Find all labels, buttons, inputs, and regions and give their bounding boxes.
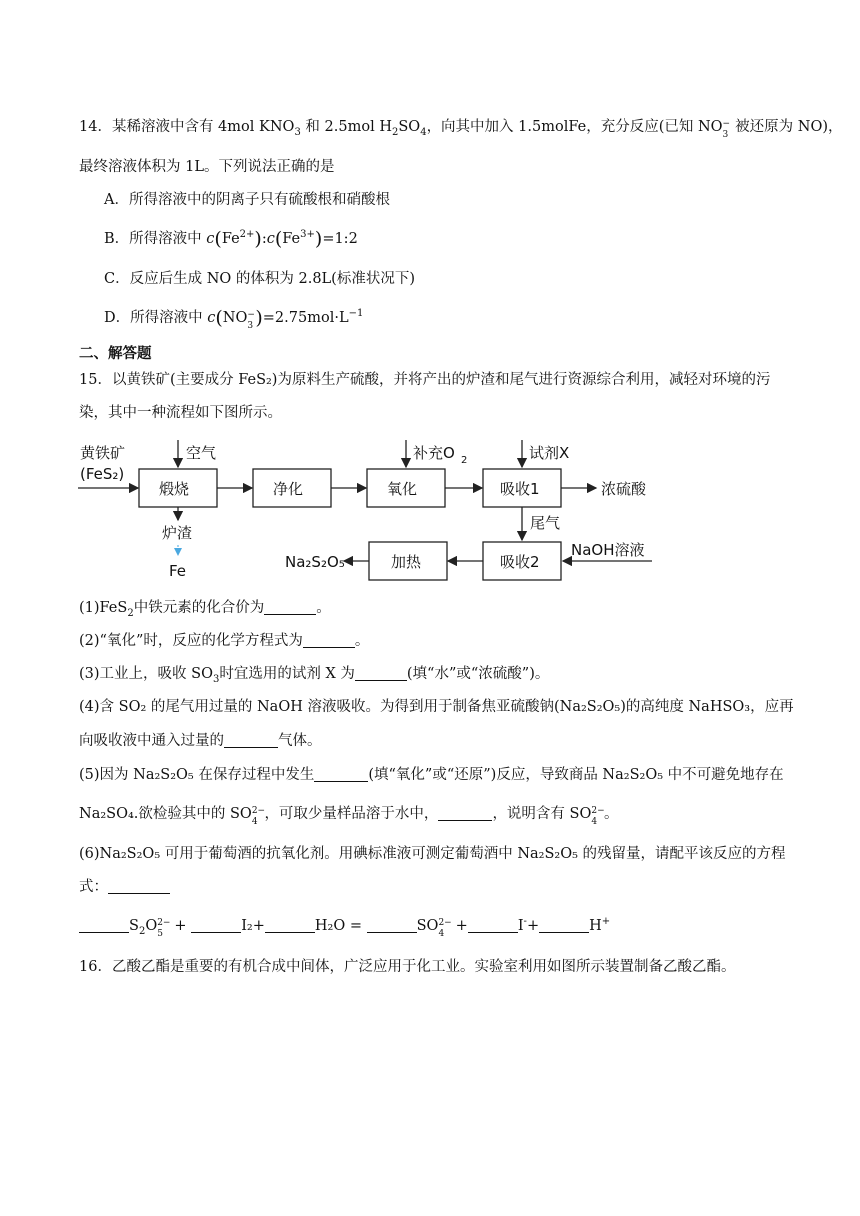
flow-air: 空气 — [186, 444, 217, 462]
q15-intro-line2: 染，其中一种流程如下图所示。 — [79, 405, 282, 421]
flow-product-acid: 浓硫酸 — [601, 480, 647, 498]
answer-blank-1[interactable] — [264, 598, 316, 615]
q15-part6-line2: 式： — [79, 877, 170, 897]
section-heading: 二、解答题 — [79, 345, 152, 362]
q14-stem-line1: 14．某稀溶液中含有 4mol $KNO_3$ 和 2.5mol $H_2SO_4$，向其中加入 1.5molFe，充分反应(已知 NO − 3 被还原为 NO)， — [79, 119, 843, 140]
coef-blank-6[interactable] — [539, 916, 589, 933]
flow-tail-gas: 尾气 — [530, 514, 561, 532]
flow-naoh: NaOH溶液 — [571, 541, 645, 559]
flow-iron: Fe — [169, 562, 187, 580]
flow-product-salt: Na₂S₂O₅ — [285, 553, 345, 571]
q14-option-a: A．所得溶液中的阴离子只有硫酸根和硝酸根 — [104, 192, 390, 208]
coef-blank-3[interactable] — [265, 916, 315, 933]
q15-balance-equation: $S_2O$ 2− 5 + I₂+ H₂O = SO 2− 4 + I-+ H+ — [79, 916, 610, 936]
q16-stem: 16．乙酸乙酯是重要的有机合成中间体，广泛应用于化工业。实验室利用如图所示装置制备乙酸乙酯。 — [79, 959, 736, 975]
coef-blank-2[interactable] — [191, 916, 241, 933]
q15-part3: (3)工业上，吸收 $SO_3$时宜选用的试剂 X 为 (填“水”或“浓硫酸”)。 — [79, 666, 550, 685]
answer-blank-6[interactable] — [438, 804, 492, 821]
flow-box-calcine-label: 煅烧 — [159, 480, 190, 498]
flow-box-purify-label: 净化 — [273, 480, 304, 498]
q15-part6-line1: (6)Na₂S₂O₅ 可用于葡萄酒的抗氧化剂。用碘标准液可测定葡萄酒中 Na₂S₂O₅ 的残留量，请配平该反应的方程 — [79, 846, 786, 862]
svg-text:2: 2 — [461, 455, 468, 466]
flow-supplement-o2: 补充O — [413, 444, 455, 462]
flow-input-label: 黄铁矿 — [80, 444, 126, 462]
answer-blank-4[interactable] — [224, 731, 278, 748]
flow-input-formula: (FeS₂) — [80, 465, 125, 483]
q14-option-d: D．所得溶液中 c(NO − 3 )$=2.75mol\cdot L^{-1}$ — [104, 307, 364, 331]
q14-stem-line2: 最终溶液体积为 1L。下列说法正确的是 — [79, 159, 335, 175]
flow-box-absorb1-label: 吸收1 — [500, 480, 540, 498]
flow-slag: 炉渣 — [162, 524, 193, 542]
answer-blank-7[interactable] — [108, 877, 170, 894]
flow-box-heat-label: 加热 — [391, 553, 422, 571]
q15-flow-diagram — [0, 0, 860, 600]
q15-part4-line1: (4)含 SO₂ 的尾气用过量的 NaOH 溶液吸收。为得到用于制备焦亚硫酸钠(Na₂S₂O₅)的高纯度 NaHSO₃，应再 — [79, 699, 794, 715]
flow-box-oxidize-label: 氧化 — [387, 480, 418, 498]
q14-option-c: C．反应后生成 NO 的体积为 2.8L(标准状况下) — [104, 271, 415, 287]
coef-blank-4[interactable] — [367, 916, 417, 933]
flow-reagent-x: 试剂X — [529, 444, 570, 462]
q15-part5-line1: (5)因为 Na₂S₂O₅ 在保存过程中发生 (填“氧化”或“还原”)反应，导致商品 Na₂S₂O₅ 中不可避免地存在 — [79, 767, 784, 783]
answer-blank-2[interactable] — [303, 631, 355, 648]
q15-part2: (2)“氧化”时，反应的化学方程式为 。 — [79, 633, 370, 649]
answer-blank-5[interactable] — [314, 765, 368, 782]
flow-box-absorb2-label: 吸收2 — [500, 553, 540, 571]
q15-part5-line2: Na₂SO₄.欲检验其中的 SO 2− 4 ，可取少量样品溶于水中， ，说明含有 SO 2− 4 。 — [79, 806, 619, 827]
q14-option-b: B．所得溶液中 $c(Fe^{2+}):c(Fe^{3+})=1:2$ — [104, 228, 358, 250]
answer-blank-3[interactable] — [355, 664, 407, 681]
q15-intro-line1: 15．以黄铁矿(主要成分 FeS₂)为原料生产硫酸，并将产出的炉渣和尾气进行资源综合利用，减轻对环境的污 — [79, 372, 771, 388]
q15-part4-line2: 向吸收液中通入过量的 气体。 — [79, 733, 322, 749]
q15-part1: (1)FeS$_2$中铁元素的化合价为 。 — [79, 600, 331, 619]
coef-blank-1[interactable] — [79, 916, 129, 933]
coef-blank-5[interactable] — [468, 916, 518, 933]
